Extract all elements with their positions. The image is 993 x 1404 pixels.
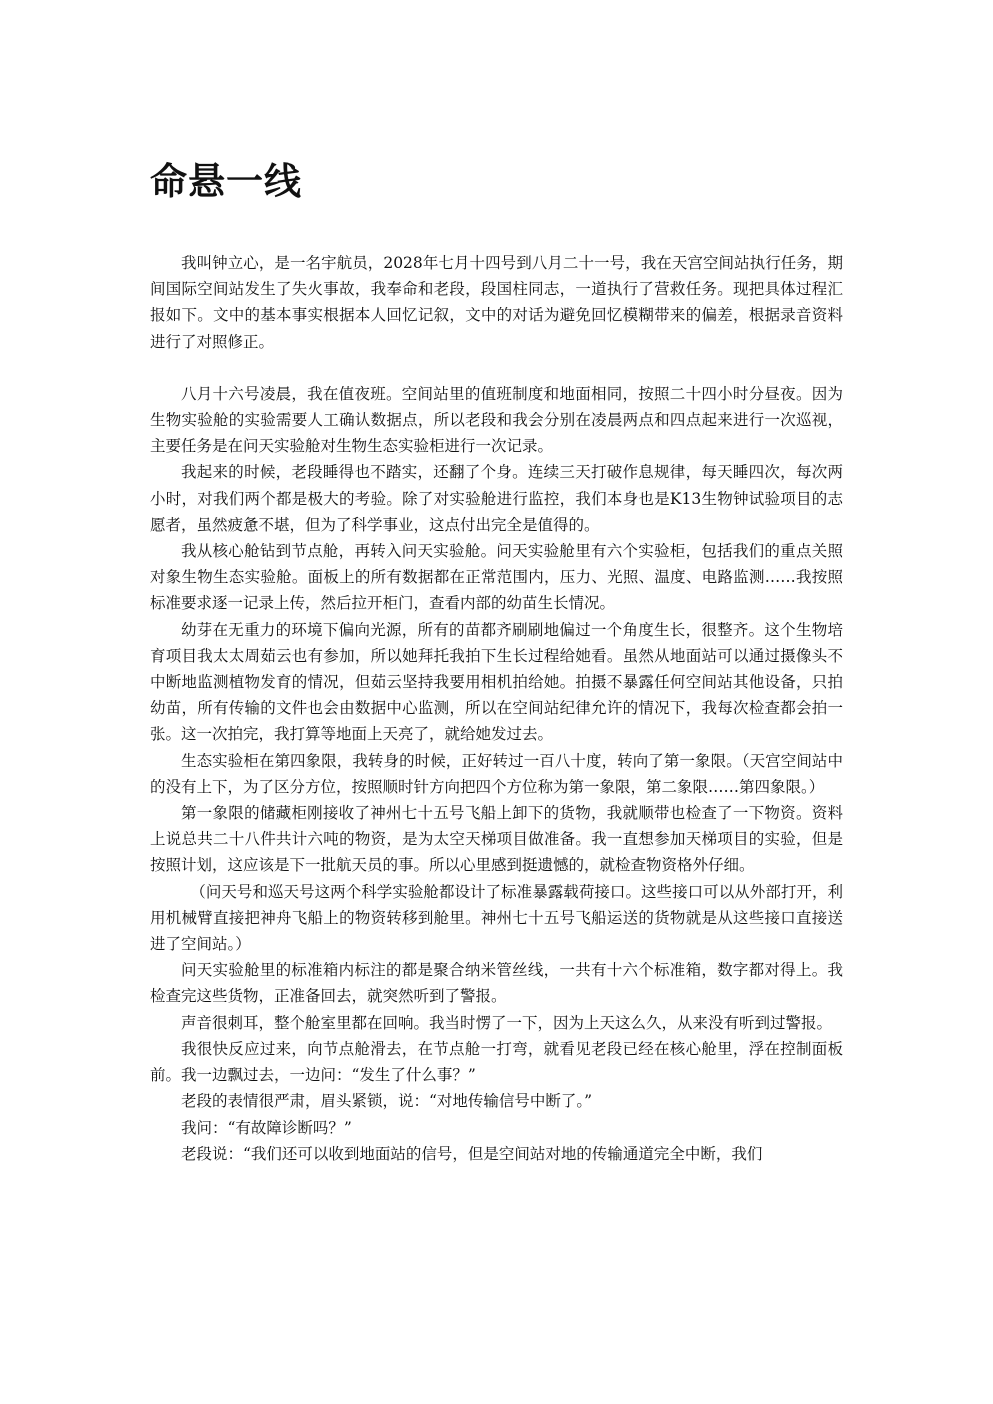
paragraph: 声音很刺耳，整个舱室里都在回响。我当时愣了一下，因为上天这么久，从来没有听到过警报。: [181, 1013, 833, 1032]
paragraph: （问天号和巡天号这两个科学实验舱都设计了标准暴露载荷接口。这些接口可以从外部打开，利用机械臂直接把神舟飞船上的物资转移到舱里。神州七十五号飞船运送的货物就是从这些接口直接送进了空间站。）: [150, 882, 843, 954]
paragraph: 第一象限的储藏柜刚接收了神州七十五号飞船上卸下的货物，我就顺带也检查了一下物资。资料上说总共二十八件共计六吨的物资，是为太空天梯项目做准备。我一直想参加天梯项目的实验，但是按照计划，这应该是下一批航天员的事。所以心里感到挺遗憾的，就检查物资格外仔细。: [150, 804, 843, 875]
document-title: 命悬一线: [150, 160, 302, 203]
paragraph: 生态实验柜在第四象限，我转身的时候，正好转过一百八十度，转向了第一象限。（天宫空间站中的没有上下，为了区分方位，按照顺时针方向把四个方位称为第一象限，第二象限……第四象限。）: [150, 751, 843, 796]
paragraph: 幼芽在无重力的环境下偏向光源，所有的苗都齐刷刷地偏过一个角度生长，很整齐。这个生物培育项目我太太周茹云也有参加，所以她拜托我拍下生长过程给她看。虽然从地面站可以通过摄像头不中断地监测植物发育的情况，但茹云坚持我要用相机拍给她。拍摄不暴露任何空间站其他设备，只拍幼苗，所有传输的文件也会由数据中心监测，所以在空间站纪律允许的情况下，我每次检查都会拍一张。这一次拍完，我打算等地面上天亮了，就给她发过去。: [150, 620, 843, 744]
document-body: [150, 250, 843, 1167]
paragraph: 我问：“有故障诊断吗？”: [181, 1118, 352, 1137]
paragraph: 我从核心舱钻到节点舱，再转入问天实验舱。问天实验舱里有六个实验柜，包括我们的重点关照对象生物生态实验舱。面板上的所有数据都在正常范围内，压力、光照、温度、电路监测……我按照标准要求逐一记录上传，然后拉开柜门，查看内部的幼苗生长情况。: [150, 542, 843, 613]
paragraph: 我起来的时候，老段睡得也不踏实，还翻了个身。连续三天打破作息规律，每天睡四次，每次两小时，对我们两个都是极大的考验。除了对实验舱进行监控，我们本身也是K13生物钟试验项目的志愿者，虽然疲惫不堪，但为了科学事业，这点付出完全是值得的。: [150, 463, 843, 534]
paragraph: 我很快反应过来，向节点舱滑去，在节点舱一打弯，就看见老段已经在核心舱里，浮在控制面板前。我一边飘过去，一边问：“发生了什么事？”: [150, 1039, 843, 1085]
paragraph: 老段说：“我们还可以收到地面站的信号，但是空间站对地的传输通道完全中断，我们: [181, 1144, 763, 1163]
document-page: [150, 150, 843, 1167]
paragraph: 老段的表情很严肃，眉头紧锁，说：“对地传输信号中断了。”: [181, 1092, 593, 1111]
paragraph: 八月十六号凌晨，我在值夜班。空间站里的值班制度和地面相同，按照二十四小时分昼夜。因为生物实验舱的实验需要人工确认数据点，所以老段和我会分别在凌晨两点和四点起来进行一次巡视，主要任务是在问天实验舱对生物生态实验柜进行一次记录。: [150, 384, 843, 456]
paragraph: 问天实验舱里的标准箱内标注的都是聚合纳米管丝线，一共有十六个标准箱，数字都对得上。我检查完这些货物，正准备回去，就突然听到了警报。: [150, 961, 843, 1006]
paragraph-intro: 我叫钟立心，是一名宇航员，2028年七月十四号到八月二十一号，我在天宫空间站执行任务，期间国际空间站发生了失火事故，我奉命和老段，段国柱同志，一道执行了营救任务。现把具体过程汇报如下。文中的基本事实根据本人回忆记叙，文中的对话为避免回忆模糊带来的偏差，根据录音资料进行了对照修正。: [150, 254, 843, 351]
